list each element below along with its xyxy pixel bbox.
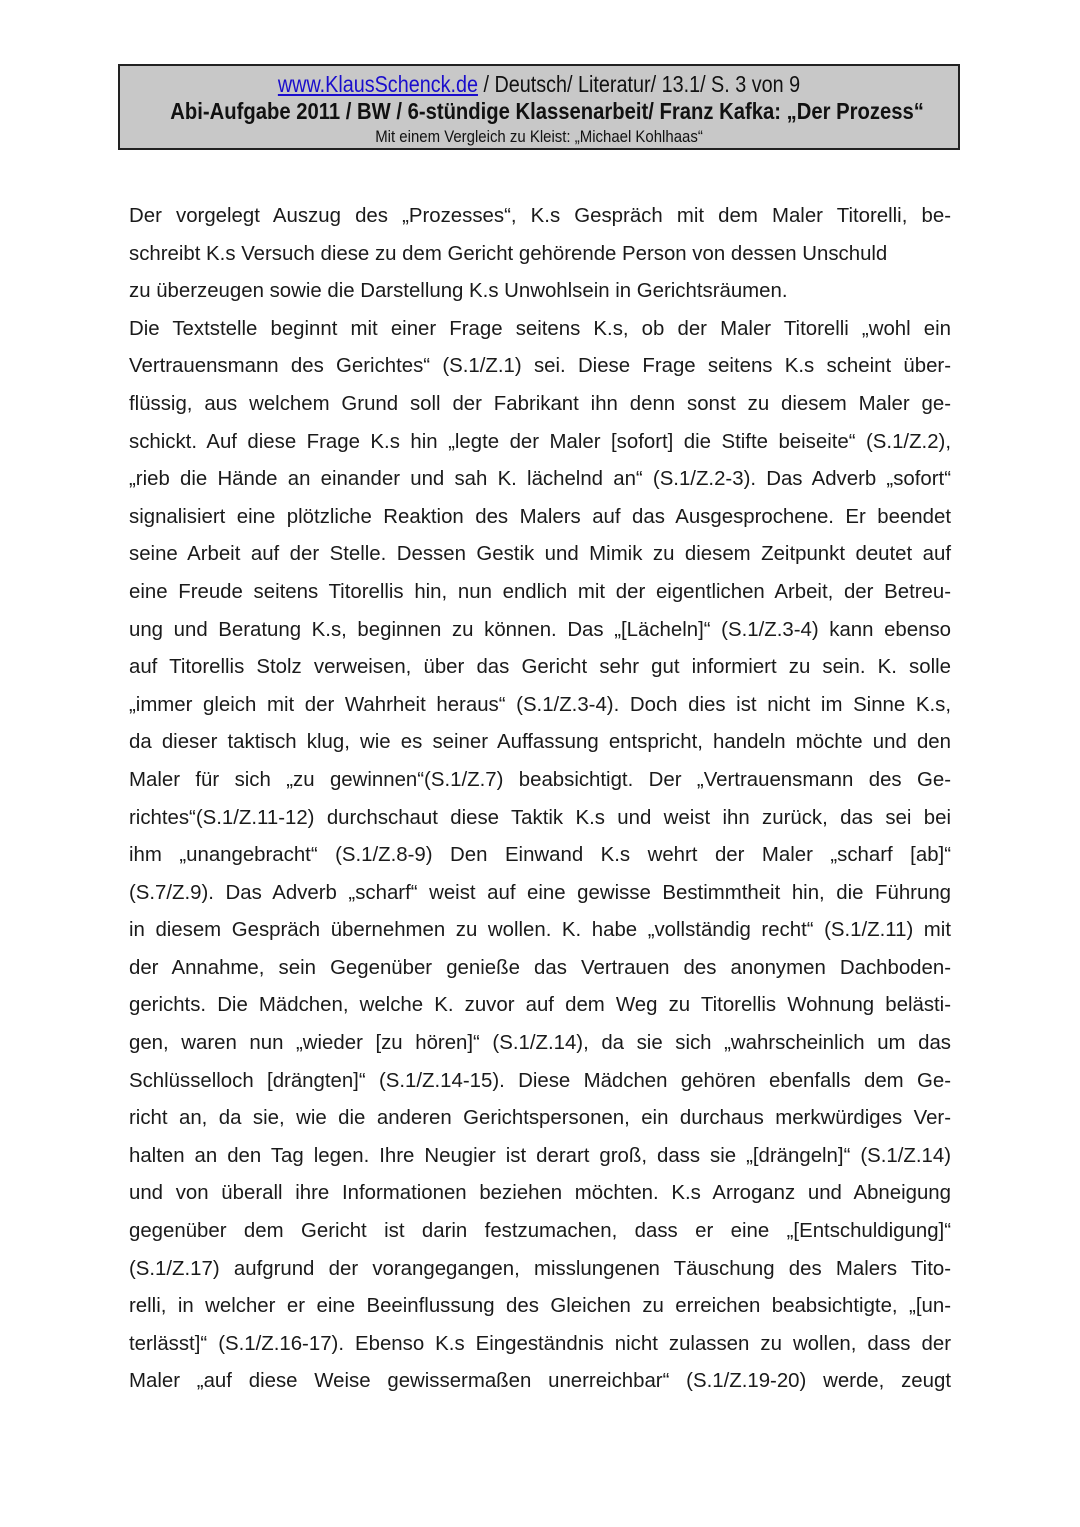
document-header — [118, 64, 960, 150]
header-subtitle: Mit einem Vergleich zu Kleist: „Michael Kohlhaas“ — [375, 127, 703, 146]
text-line: da dieser taktisch klug, wie es seiner Auffassung entspricht, handeln möchte und den — [129, 731, 951, 754]
text-line: schreibt K.s Versuch diese zu dem Gericht gehörende Person von dessen Unschuld — [129, 242, 888, 265]
text-line: „immer gleich mit der Wahrheit heraus“ (S.1/Z.3-4). Doch dies ist nicht im Sinne K.s, — [129, 693, 951, 716]
text-line: der Annahme, sein Gegenüber genieße das Vertrauen des anonymen Dachboden- — [129, 956, 951, 979]
header-source-line — [179, 70, 900, 98]
text-line: richt an, da sie, wie die anderen Gerichtspersonen, ein durchaus merkwürdiges Ver- — [129, 1107, 951, 1130]
text-line: in diesem Gespräch übernehmen zu wollen. K. habe „vollständig recht“ (S.1/Z.11) mit — [129, 919, 951, 942]
text-line: auf Titorellis Stolz verweisen, über das Gericht sehr gut informiert zu sein. K. solle — [129, 656, 951, 679]
text-line: signalisiert eine plötzliche Reaktion des Malers auf das Ausgesprochene. Er beendet — [129, 505, 951, 528]
text-line: zu überzeugen sowie die Darstellung K.s Unwohlsein in Gerichtsräumen. — [129, 280, 788, 303]
text-line: Der vorgelegt Auszug des „Prozesses“, K.s Gespräch mit dem Maler Titorelli, be- — [129, 205, 951, 227]
essay-body — [129, 198, 951, 1401]
text-line: richtes“(S.1/Z.11-12) durchschaut diese Taktik K.s und weist ihn zurück, das sei bei — [129, 806, 951, 829]
text-line: Schlüsselloch [drängten]“ (S.1/Z.14-15). Diese Mädchen gehören ebenfalls dem Ge- — [129, 1069, 951, 1092]
text-line: ung und Beratung K.s, beginnen zu können. Das „[Lächeln]“ (S.1/Z.3-4) kann ebenso — [129, 618, 951, 641]
text-line: (S.1/Z.17) aufgrund der vorangegangen, misslungenen Täuschung des Malers Tito- — [129, 1257, 951, 1280]
site-link[interactable]: www.KlausSchenck.de — [277, 71, 478, 97]
text-line: (S.7/Z.9). Das Adverb „scharf“ weist auf eine gewisse Bestimmtheit hin, die Führung — [129, 881, 951, 904]
text-line: seine Arbeit auf der Stelle. Dessen Gestik und Mimik zu diesem Zeitpunkt deutet auf — [129, 543, 951, 566]
text-line: gen, waren nun „wieder [zu hören]“ (S.1/Z.14), da sie sich „wahrscheinlich um das — [129, 1032, 951, 1055]
text-line: halten an den Tag legen. Ihre Neugier ist derart groß, dass sie „[drängeln]“ (S.1/Z.14) — [129, 1144, 951, 1167]
text-line: Maler für sich „zu gewinnen“(S.1/Z.7) beabsichtigt. Der „Vertrauensmann des Ge- — [129, 768, 951, 791]
text-line: Vertrauensmann des Gerichtes“ (S.1/Z.1) sei. Diese Frage seitens K.s scheint über- — [129, 355, 951, 378]
text-line: schickt. Auf diese Frage K.s hin „legte der Maler [sofort] die Stifte beiseite“ (S.1/Z.2), — [129, 430, 951, 453]
text-line: relli, in welcher er eine Beeinflussung des Gleichen zu erreichen beabsichtigte, „[un- — [129, 1295, 951, 1318]
header-breadcrumb: / Deutsch/ Literatur/ 13.1/ S. 3 von 9 — [477, 71, 801, 97]
header-title: Abi-Aufgabe 2011 / BW / 6-stündige Klassenarbeit/ Franz Kafka: „Der Prozess“ — [170, 98, 924, 124]
text-line: flüssig, aus welchem Grund soll der Fabrikant ihn denn sonst zu diesem Maler ge- — [129, 392, 951, 415]
text-line: „rieb die Hände an einander und sah K. lächelnd an“ (S.1/Z.2-3). Das Adverb „sofort“ — [129, 468, 951, 491]
text-line: gegenüber dem Gericht ist darin festzumachen, dass er eine „[Entschuldigung]“ — [129, 1220, 951, 1243]
text-line: ihm „unangebracht“ (S.1/Z.8-9) Den Einwand K.s wehrt der Maler „scharf [ab]“ — [129, 844, 951, 867]
text-line: und von überall ihre Informationen beziehen möchten. K.s Arroganz und Abneigung — [129, 1182, 951, 1205]
text-line: eine Freude seitens Titorellis hin, nun endlich mit der eigentlichen Arbeit, der Betreu- — [129, 580, 951, 603]
text-line: terlässt]“ (S.1/Z.16-17). Ebenso K.s Eingeständnis nicht zulassen zu wollen, dass der — [129, 1332, 951, 1355]
text-line: gerichts. Die Mädchen, welche K. zuvor auf dem Weg zu Titorellis Wohnung belästi- — [129, 994, 951, 1017]
text-line: Maler „auf diese Weise gewissermaßen unerreichbar“ (S.1/Z.19-20) werde, zeugt — [129, 1370, 951, 1393]
text-line: Die Textstelle beginnt mit einer Frage seitens K.s, ob der Maler Titorelli „wohl ein — [129, 317, 951, 340]
